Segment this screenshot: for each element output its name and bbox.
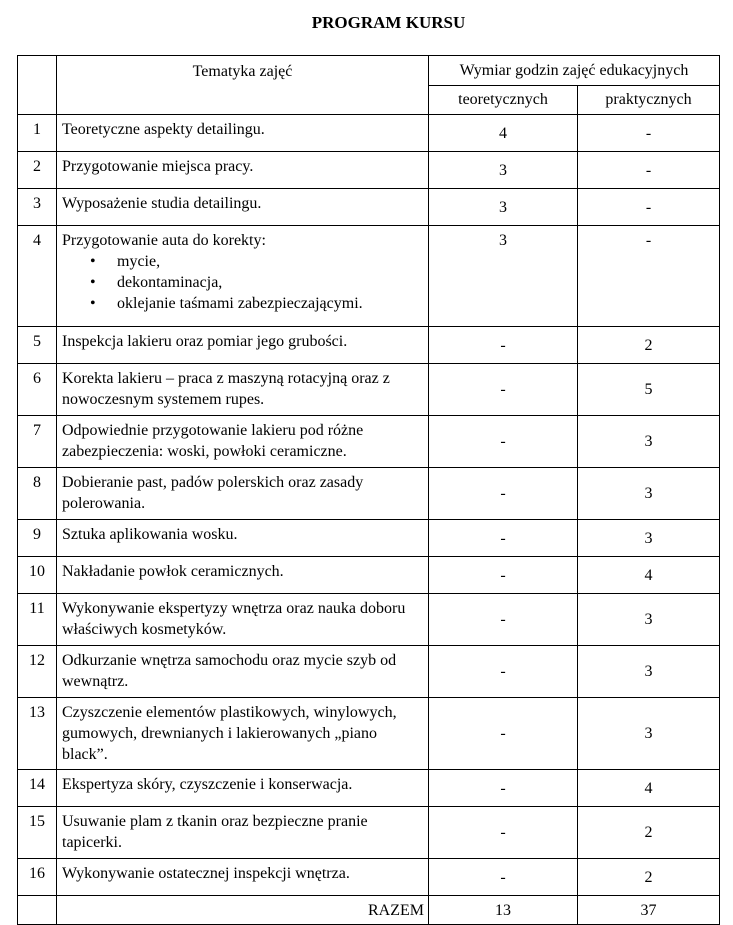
row-theory-hours: 3 (429, 152, 578, 189)
bullet-list (62, 251, 420, 314)
table-row (18, 859, 720, 896)
row-theory-hours: - (429, 646, 578, 698)
table-row (18, 364, 720, 416)
table-row (18, 698, 720, 770)
row-number: 4 (18, 226, 57, 327)
table-row (18, 468, 720, 520)
table-row (18, 594, 720, 646)
row-practice-hours: 2 (578, 859, 720, 896)
row-practice-hours: 5 (578, 364, 720, 416)
row-practice-hours: 2 (578, 807, 720, 859)
row-theory-hours: - (429, 557, 578, 594)
bullet-text: oklejanie taśmami zabezpieczającymi. (117, 295, 363, 312)
row-topic: Wykonywanie ostatecznej inspekcji wnętrza. (57, 859, 429, 896)
row-topic: Wykonywanie ekspertyzy wnętrza oraz nauka doboru właściwych kosmetyków. (57, 594, 429, 646)
total-practice-hours: 37 (578, 896, 720, 925)
row-practice-hours: - (578, 226, 720, 327)
row-number: 16 (18, 859, 57, 896)
row-topic: Usuwanie plam z tkanin oraz bezpieczne pranie tapicerki. (57, 807, 429, 859)
row-number: 8 (18, 468, 57, 520)
row-topic: Teoretyczne aspekty detailingu. (57, 115, 429, 152)
row-theory-hours: 3 (429, 189, 578, 226)
row-practice-hours: - (578, 189, 720, 226)
row-topic: Przygotowanie miejsca pracy. (57, 152, 429, 189)
row-topic: Nakładanie powłok ceramicznych. (57, 557, 429, 594)
row-number: 1 (18, 115, 57, 152)
row-practice-hours: 3 (578, 520, 720, 557)
header-practice: praktycznych (578, 85, 720, 115)
bullet-item (90, 251, 420, 272)
bullet-item (90, 272, 420, 293)
row-topic (57, 226, 429, 327)
row-theory-hours: 4 (429, 115, 578, 152)
row-number: 5 (18, 327, 57, 364)
row-topic: Odpowiednie przygotowanie lakieru pod różne zabezpieczenia: woski, powłoki ceramiczne. (57, 416, 429, 468)
table-row (18, 416, 720, 468)
row-practice-hours: 4 (578, 770, 720, 807)
bullet-text: mycie, (117, 253, 161, 270)
row-topic: Inspekcja lakieru oraz pomiar jego grubości. (57, 327, 429, 364)
bullet-item (90, 293, 420, 314)
row-practice-hours: 3 (578, 594, 720, 646)
program-rows (18, 115, 720, 925)
table-row (18, 807, 720, 859)
header-number-column (18, 56, 57, 115)
row-theory-hours: - (429, 327, 578, 364)
row-theory-hours: - (429, 594, 578, 646)
row-practice-hours: 4 (578, 557, 720, 594)
total-empty-cell (18, 896, 57, 925)
table-row (18, 520, 720, 557)
row-topic: Dobieranie past, padów polerskich oraz zasady polerowania. (57, 468, 429, 520)
row-number: 7 (18, 416, 57, 468)
row-practice-hours: - (578, 115, 720, 152)
row-practice-hours: 3 (578, 468, 720, 520)
row-number: 10 (18, 557, 57, 594)
total-row (18, 896, 720, 925)
row-theory-hours: - (429, 698, 578, 770)
table-row (18, 327, 720, 364)
row-practice-hours: 3 (578, 646, 720, 698)
row-topic: Ekspertyza skóry, czyszczenie i konserwacja. (57, 770, 429, 807)
row-theory-hours: - (429, 416, 578, 468)
table-row (18, 115, 720, 152)
table-row (18, 557, 720, 594)
row-number: 9 (18, 520, 57, 557)
table-row (18, 189, 720, 226)
row-topic: Odkurzanie wnętrza samochodu oraz mycie szyb od wewnątrz. (57, 646, 429, 698)
total-label: RAZEM (57, 896, 429, 925)
row-number: 15 (18, 807, 57, 859)
row-practice-hours: - (578, 152, 720, 189)
row-theory-hours: - (429, 770, 578, 807)
row-topic-text: Przygotowanie auta do korekty: (62, 232, 266, 249)
table-row (18, 646, 720, 698)
row-theory-hours: - (429, 520, 578, 557)
row-practice-hours: 2 (578, 327, 720, 364)
header-topic: Tematyka zajęć (57, 56, 429, 115)
row-number: 3 (18, 189, 57, 226)
total-theory-hours: 13 (429, 896, 578, 925)
bullet-icon: • (90, 253, 96, 270)
row-theory-hours: - (429, 364, 578, 416)
row-topic: Czyszczenie elementów plastikowych, winylowych, gumowych, drewnianych i lakierowanych „piano black”. (57, 698, 429, 770)
row-theory-hours: - (429, 468, 578, 520)
page-title: PROGRAM KURSU (311, 13, 466, 32)
row-number: 13 (18, 698, 57, 770)
header-theory: teoretycznych (429, 85, 578, 115)
row-theory-hours: - (429, 807, 578, 859)
row-theory-hours: 3 (429, 226, 578, 327)
row-theory-hours: - (429, 859, 578, 896)
table-row (18, 770, 720, 807)
row-number: 6 (18, 364, 57, 416)
row-number: 2 (18, 152, 57, 189)
row-number: 14 (18, 770, 57, 807)
row-practice-hours: 3 (578, 698, 720, 770)
row-topic: Wyposażenie studia detailingu. (57, 189, 429, 226)
course-program-table (17, 55, 720, 925)
bullet-icon: • (90, 274, 96, 291)
bullet-icon: • (90, 295, 96, 312)
row-number: 11 (18, 594, 57, 646)
row-topic: Korekta lakieru – praca z maszyną rotacyjną oraz z nowoczesnym systemem rupes. (57, 364, 429, 416)
header-hours: Wymiar godzin zajęć edukacyjnych (429, 56, 720, 86)
table-row (18, 226, 720, 327)
bullet-text: dekontaminacja, (117, 274, 223, 291)
row-practice-hours: 3 (578, 416, 720, 468)
row-topic: Sztuka aplikowania wosku. (57, 520, 429, 557)
row-number: 12 (18, 646, 57, 698)
table-row (18, 152, 720, 189)
